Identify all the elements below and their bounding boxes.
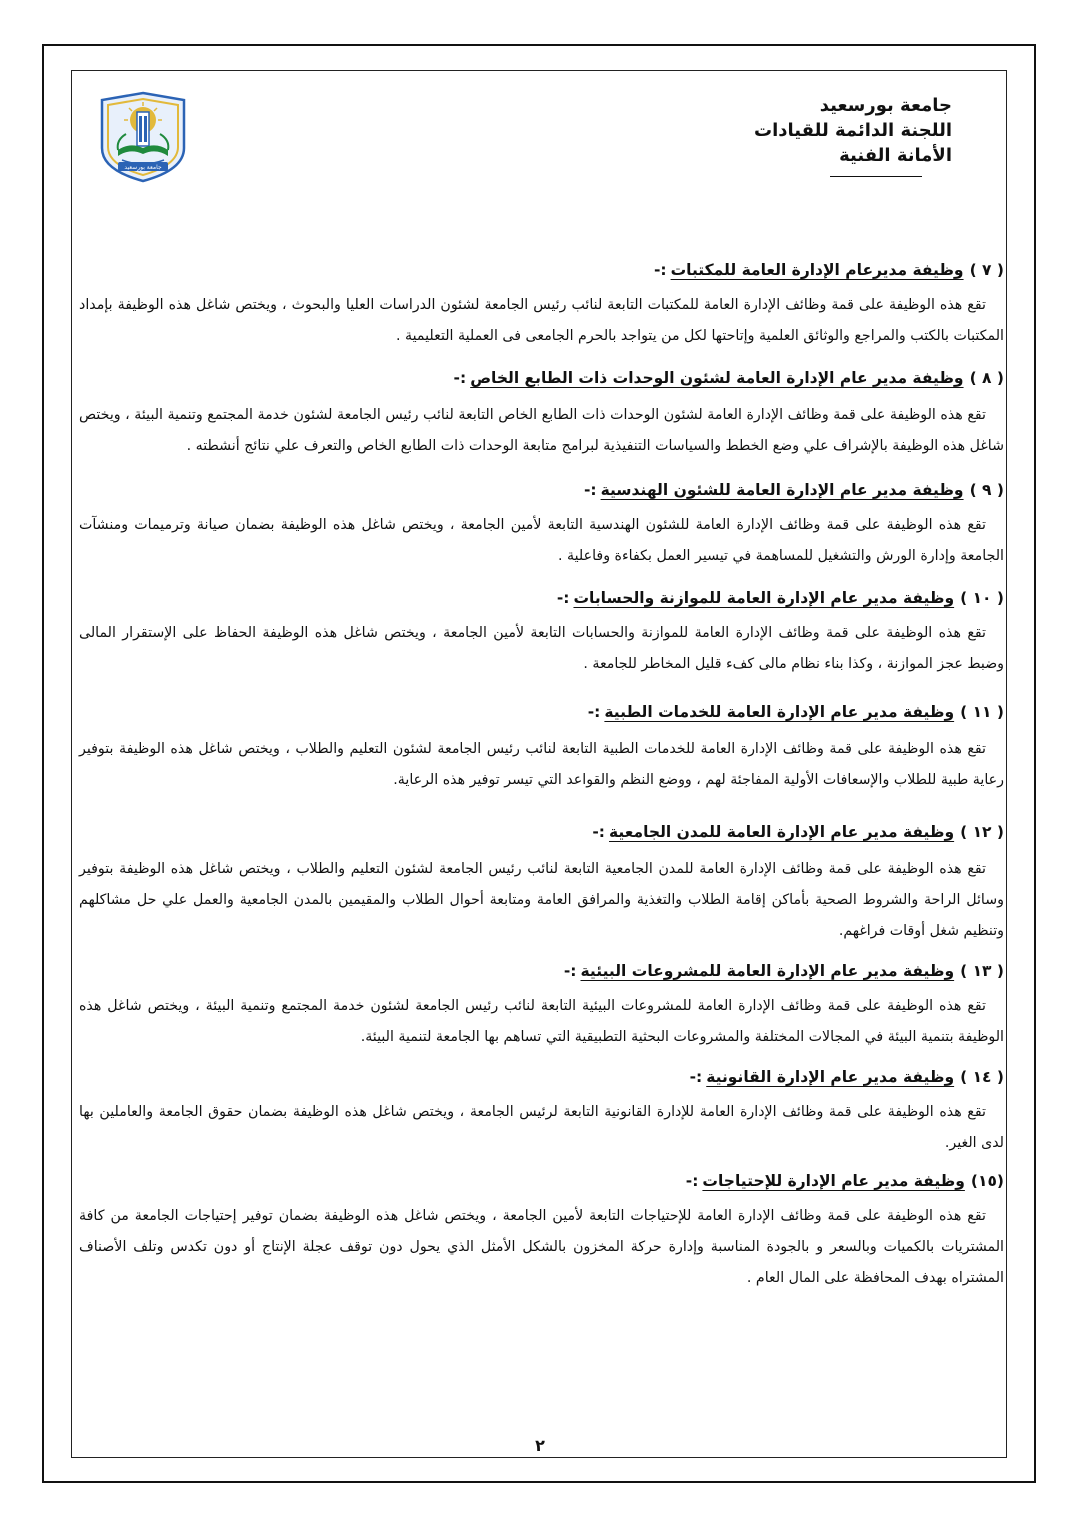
section-title: وظيفة مدير عام الإدارة العامة للموازنة والحسابات	[573, 589, 955, 607]
section-body: تقع هذه الوظيفة على قمة وظائف الإدارة العامة للمشروعات البيئية التابعة لنائب رئيس الجامعة لشئون خدمة المجتمع وتنمية البيئة ، ويختص شاغل هذه الوظيفة بتنمية البيئة في المجالات المختلفة والمشروعات البحثية التطبيقية التي تساهم بها الجامعة لتنمية البيئة.	[79, 998, 1004, 1045]
section-7	[79, 258, 1004, 352]
section-11	[79, 700, 1004, 796]
section-title-suffix: :-	[592, 823, 606, 841]
letterhead	[754, 93, 952, 168]
section-heading	[79, 586, 1004, 610]
section-title-suffix: :-	[453, 369, 467, 387]
section-body: تقع هذه الوظيفة على قمة وظائف الإدارة العامة لشئون الوحدات ذات الطابع الخاص التابعة لنائب رئيس الجامعة لشئون خدمة المجتمع وتنمية البيئة ، ويختص شاغل هذه الوظيفة بالإشراف علي وضع الخطط والسياسات التنفيذية لبرامج متابعة الوحدات ذات الطابع الخاص والتعرف علي نتائج أنشطته .	[79, 407, 1004, 454]
section-title-suffix: :-	[653, 261, 667, 279]
section-number: ( ٧ )	[969, 261, 1004, 279]
section-body: تقع هذه الوظيفة على قمة وظائف الإدارة العامة للمدن الجامعية التابعة لنائب رئيس الجامعة لشئون التعليم والطلاب ، ويختص شاغل هذه الوظيفة بتوفير وسائل الراحة والشروط الصحية بأماكن إقامة الطلاب والتغذية والمرافق العامة ومتابعة أحوال الطلاب والمقيمين بالمدن الجامعية والعمل علي حل مشاكلهم وتنظيم شغل أوقات فراغهم.	[79, 861, 1004, 939]
section-body: تقع هذه الوظيفة على قمة وظائف الإدارة العامة للإدارة القانونية التابعة لرئيس الجامعة ، ويختص شاغل هذه الوظيفة بضمان حقوق الجامعة والعاملين بها لدى الغير.	[79, 1104, 1004, 1151]
section-title: وظيفة مدير عام الإدارة العامة للمدن الجامعية	[609, 823, 955, 841]
university-seal-icon	[96, 90, 190, 184]
section-heading	[79, 959, 1004, 983]
secretariat-name: الأمانة الفنية	[839, 145, 952, 166]
section-title-suffix: :-	[556, 589, 570, 607]
section-heading	[79, 478, 1004, 502]
section-number: ( ٩ )	[969, 481, 1004, 499]
section-body: تقع هذه الوظيفة على قمة وظائف الإدارة العامة للموازنة والحسابات التابعة لأمين الجامعة ، ويختص شاغل هذه الوظيفة الحفاظ على الإستقرار المالى وضبط عجز الموازنة ، وكذا بناء نظام مالى كفء قليل المخاطر للجامعة .	[79, 625, 1004, 672]
section-13	[79, 959, 1004, 1053]
section-title-suffix: :-	[685, 1172, 699, 1190]
section-number: ( ١٤ )	[960, 1068, 1004, 1086]
section-heading	[79, 1169, 1004, 1193]
section-title: وظيفة مدير عام الإدارة القانونية	[706, 1068, 955, 1086]
university-name: جامعة بورسعيد	[819, 95, 952, 116]
section-8	[79, 366, 1004, 462]
section-number: ( ١٠ )	[960, 589, 1004, 607]
section-title-suffix: :-	[583, 481, 597, 499]
section-number: ( ١٣ )	[960, 962, 1004, 980]
letterhead-underline	[830, 176, 922, 177]
job-descriptions	[79, 258, 1004, 1294]
section-number: (١٥)	[970, 1172, 1004, 1190]
section-number: ( ١٢ )	[960, 823, 1004, 841]
section-9	[79, 478, 1004, 572]
section-title-suffix: :-	[563, 962, 577, 980]
section-title: وظيفة مدير عام الإدارة للإحتياجات	[702, 1172, 965, 1190]
section-12	[79, 820, 1004, 947]
section-body: تقع هذه الوظيفة على قمة وظائف الإدارة العامة للخدمات الطبية التابعة لنائب رئيس الجامعة لشئون التعليم والطلاب ، ويختص شاغل هذه الوظيفة بتوفير رعاية طبية للطلاب والإسعافات الأولية المفاجئة لهم ، ووضع النظم والقواعد التي تيسر توفير هذه الرعاية.	[79, 741, 1004, 788]
section-body: تقع هذه الوظيفة على قمة وظائف الإدارة العامة للشئون الهندسية التابعة لأمين الجامعة ، ويختص شاغل هذه الوظيفة بضمان صيانة وترميمات ومنشآت الجامعة وإدارة الورش والتشغيل للمساهمة في تيسير العمل بكفاءة وفاعلية .	[79, 517, 1004, 564]
section-title: وظيفة مدير عام الإدارة العامة للمشروعات البيئية	[580, 962, 955, 980]
committee-name: اللجنة الدائمة للقيادات	[754, 120, 952, 141]
section-heading	[79, 820, 1004, 844]
section-10	[79, 586, 1004, 680]
section-number: ( ١١ )	[960, 703, 1004, 721]
seal-caption: جامعة بورسعيد	[124, 164, 162, 171]
section-title: وظيفة مدير عام الإدارة العامة لشئون الوحدات ذات الطابع الخاص	[470, 369, 964, 387]
section-body: تقع هذه الوظيفة على قمة وظائف الإدارة العامة للإحتياجات التابعة لأمين الجامعة ، ويختص شاغل هذه الوظيفة بضمان توفير إحتياجات الجامعة من كافة المشتريات بالكميات وبالسعر و بالجودة المناسبة وإدارة حركة المخزون بالشكل الأمثل الذي يحول دون توقف عجلة الإنتاج أو دون تكدس وتلف الأصناف المشتراه بهدف المحافظة على المال العام .	[79, 1208, 1004, 1286]
section-heading	[79, 258, 1004, 282]
section-15	[79, 1169, 1004, 1294]
section-title-suffix: :-	[587, 703, 601, 721]
section-heading	[79, 366, 1004, 390]
section-14	[79, 1065, 1004, 1159]
section-title: وظيفة مدير عام الإدارة العامة للشئون الهندسية	[600, 481, 964, 499]
section-title: وظيفة مديرعام الإدارة العامة للمكتبات	[670, 261, 964, 279]
page-number: ٢	[535, 1436, 545, 1455]
section-heading	[79, 1065, 1004, 1089]
section-title-suffix: :-	[689, 1068, 703, 1086]
section-number: ( ٨ )	[969, 369, 1004, 387]
section-title: وظيفة مدير عام الإدارة العامة للخدمات الطبية	[604, 703, 955, 721]
section-heading	[79, 700, 1004, 724]
section-body: تقع هذه الوظيفة على قمة وظائف الإدارة العامة للمكتبات التابعة لنائب رئيس الجامعة لشئون الدراسات العليا والبحوث ، ويختص شاغل هذه الوظيفة بإمداد المكتبات بالكتب والمراجع والوثائق العلمية وإتاحتها لكل من يتواجد بالحرم الجامعى فى العملية التعليمية .	[79, 297, 1004, 344]
